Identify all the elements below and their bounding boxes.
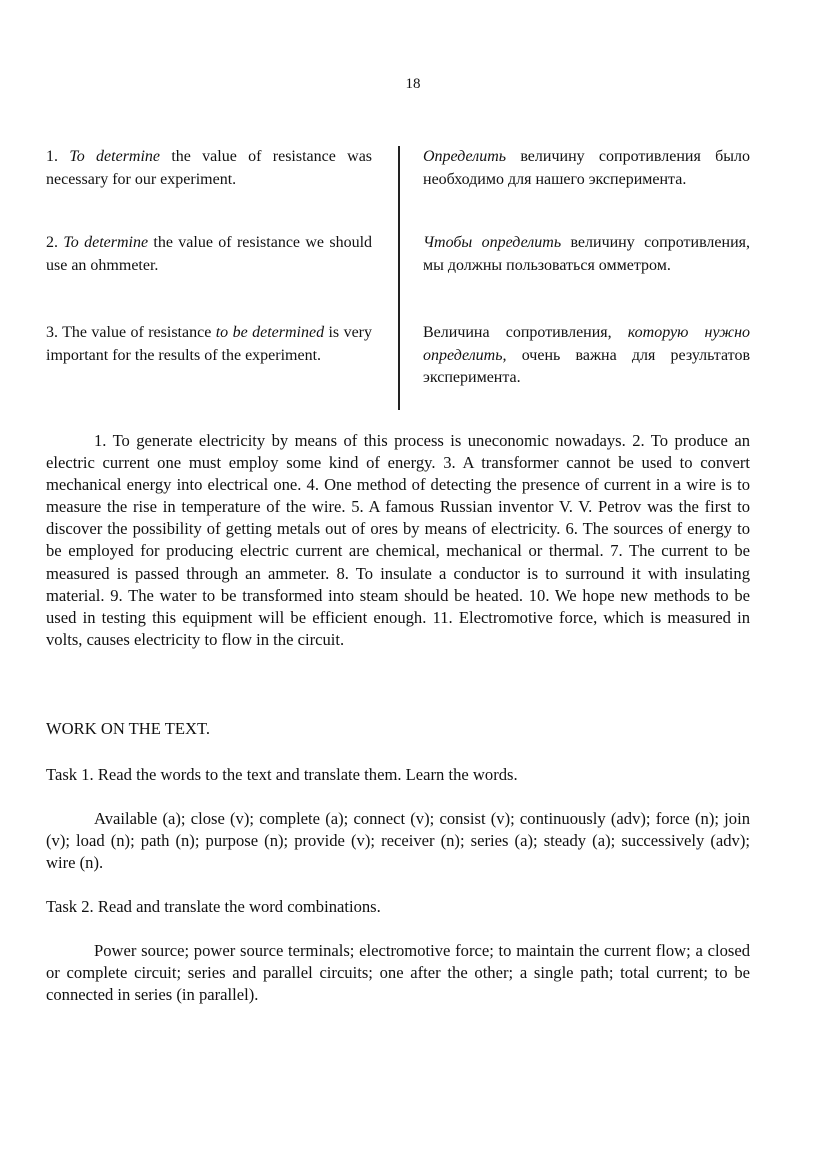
example-2-ru-text: величину сопротивления, мы должны пользоваться омметром.	[423, 234, 750, 274]
example-1-russian	[423, 146, 750, 191]
example-2-en-text: the value of resistance we should use an ohmmeter.	[46, 234, 373, 274]
example-3-en-number: 3. The value of resistance	[46, 324, 216, 341]
example-2-english	[46, 232, 372, 277]
example-3-ru-emphasis: которую нужно определить,	[423, 324, 750, 364]
page-number: 18	[405, 76, 421, 92]
section-heading: WORK ON THE TEXT.	[46, 719, 211, 738]
task-1-word-list: Available (a); close (v); complete (a); connect (v); consist (v); continuously (adv); force (n); join (v); load (n); path (n); purpose (n); provide (v); receiver (n); series (a); steady (a); successively (adv); wire (n).	[46, 809, 750, 873]
exercise-sentences-paragraph: 1. To generate electricity by means of this process is uneconomic nowadays. 2. To produce an electric current one must employ some kind of energy. 3. A transformer cannot be used to convert mechanical energy into electrical one. 4. One method of detecting the presence of current in a wire is to measure the rise in temperature of the wire. 5. A famous Russian inventor V. V. Petrov was the first to discover the possibility of getting metals out of ores by means of electricity. 6. The sources of energy to be employed for producing electric current are chemical, mechanical or thermal. 7. The current to be measured is passed through an ammeter. 8. To insulate a conductor is to surround it with insulating material. 9. The water to be transformed into steam should be heated. 10. We hope new methods to be used in testing this equipment will be efficient enough. 11. Electromotive force, which is measured in volts, causes electricity to flow in the circuit.	[46, 431, 750, 649]
example-2-russian	[423, 232, 750, 277]
column-divider	[398, 146, 400, 410]
example-1-en-text: the value of resistance was necessary for our experiment.	[46, 148, 373, 188]
example-1-ru-emphasis: Определить	[423, 148, 507, 165]
task-2-word-combinations: Power source; power source terminals; electromotive force; to maintain the current flow; a closed or complete circuit; series and parallel circuits; one after the other; a single path; total current; to be connected in series (in parallel).	[46, 941, 750, 1005]
task-1-title: Task 1. Read the words to the text and translate them. Learn the words.	[46, 765, 518, 784]
example-3-russian	[423, 322, 750, 390]
example-1-en-emphasis: To determine	[69, 148, 161, 165]
example-2-ru-emphasis: Чтобы определить	[423, 234, 562, 251]
example-3-ru-text-a: Величина сопротивления,	[423, 324, 628, 341]
example-2-en-number: 2.	[46, 234, 64, 251]
example-3-ru-text-b: очень важна для результатов эксперимента.	[423, 346, 750, 386]
example-1-en-number: 1.	[46, 148, 70, 165]
example-3-en-text: is very important for the results of the experiment.	[46, 324, 373, 364]
example-3-en-emphasis: to be determined	[215, 324, 325, 341]
parallel-translation-table	[46, 146, 750, 410]
example-2-en-emphasis: To determine	[63, 234, 149, 251]
task-2-title: Task 2. Read and translate the word combinations.	[46, 897, 381, 916]
example-1-ru-text: величину сопротивления было необходимо для нашего эксперимента.	[423, 148, 750, 188]
example-3-english	[46, 322, 372, 367]
example-1-english	[46, 146, 372, 191]
